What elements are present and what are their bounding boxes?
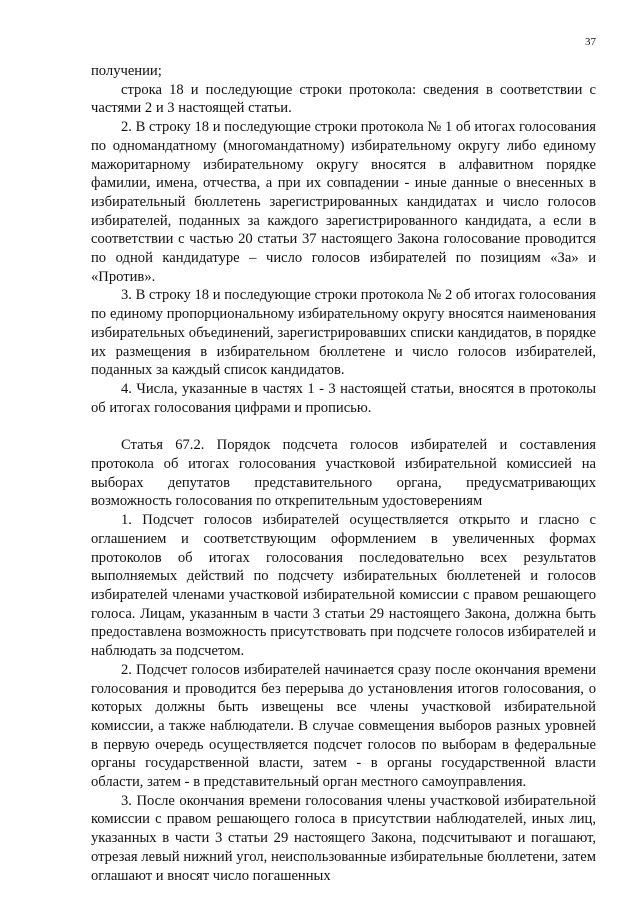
paragraph: получении; — [91, 63, 162, 79]
paragraph: 4. Числа, указанные в частях 1 - 3 настоящей статьи, вносятся в протоколы об итогах голосования цифрами и прописью. — [91, 380, 596, 416]
paragraph: 2. В строку 18 и последующие строки протокола № 1 об итогах голосования по одномандатному (многомандатному) избирательному округу либо единому мажоритарному избирательному округу вносятся в алфавитном порядке фамилии, имена, отчества, а при их совпадении - иные данные о внесенных в избирательный бюллетень зарегистрированных кандидатах и число голосов избирателей, поданных за каждого зарегистрированного кандидата, а если в соответствии с частью 20 статьи 37 настоящего Закона голосование проводится по одной кандидатуре – число голосов избирателей по позициям «За» и «Против». — [91, 119, 596, 285]
paragraph: строка 18 и последующие строки протокола: сведения в соответствии с частями 2 и 3 настоящей статьи. — [91, 81, 596, 117]
paragraph: 2. Подсчет голосов избирателей начинается сразу после окончания времени голосования и проводится без перерыва до установления итогов голосования, о которых должны быть извещены все члены участковой избирательной комиссии, а также наблюдатели. В случае совмещения выборов разных уровней в первую очередь осуществляется подсчет голосов по выборам в федеральные органы государственной власти, затем - в органы государственной власти области, затем - в представительный орган местного самоуправления. — [91, 661, 596, 791]
page-number: 37 — [585, 36, 596, 48]
paragraph: 3. В строку 18 и последующие строки протокола № 2 об итогах голосования по единому пропорциональному избирательному округу вносятся наименования избирательных объединений, зарегистрировавших списки кандидатов, в порядке их размещения в избирательном бюллетене и число голосов избирателей, поданных за каждый список кандидатов. — [91, 287, 596, 379]
paragraph: 3. После окончания времени голосования члены участковой избирательной комиссии с правом решающего голоса в присутствии наблюдателей, иных лиц, указанных в части 3 статьи 29 настоящего Закона, подсчитывают и погашают, отрезая левый нижний угол, неиспользованные избирательные бюллетени, затем оглашают и вносят число погашенных — [91, 792, 596, 884]
paragraph: 1. Подсчет голосов избирателей осуществляется открыто и гласно с оглашением и соответствующим оформлением в увеличенных формах протоколов об итогах голосования последовательно всех результатов выполняемых действий по подсчету избирательных бюллетеней и голосов избирателей членами участковой избирательной комиссии с правом решающего голоса. Лицам, указанным в части 3 статьи 29 настоящего Закона, должна быть предоставлена возможность присутствовать при подсчете голосов избирателей и наблюдать за подсчетом. — [91, 512, 596, 660]
article-heading: Статья 67.2. Порядок подсчета голосов избирателей и составления протокола об итогах голосования участковой избирательной комиссией на выборах депутатов представительного органа, предусматривающих возможность голосования по открепительным удостоверениям — [91, 437, 596, 510]
document-body — [91, 62, 596, 885]
